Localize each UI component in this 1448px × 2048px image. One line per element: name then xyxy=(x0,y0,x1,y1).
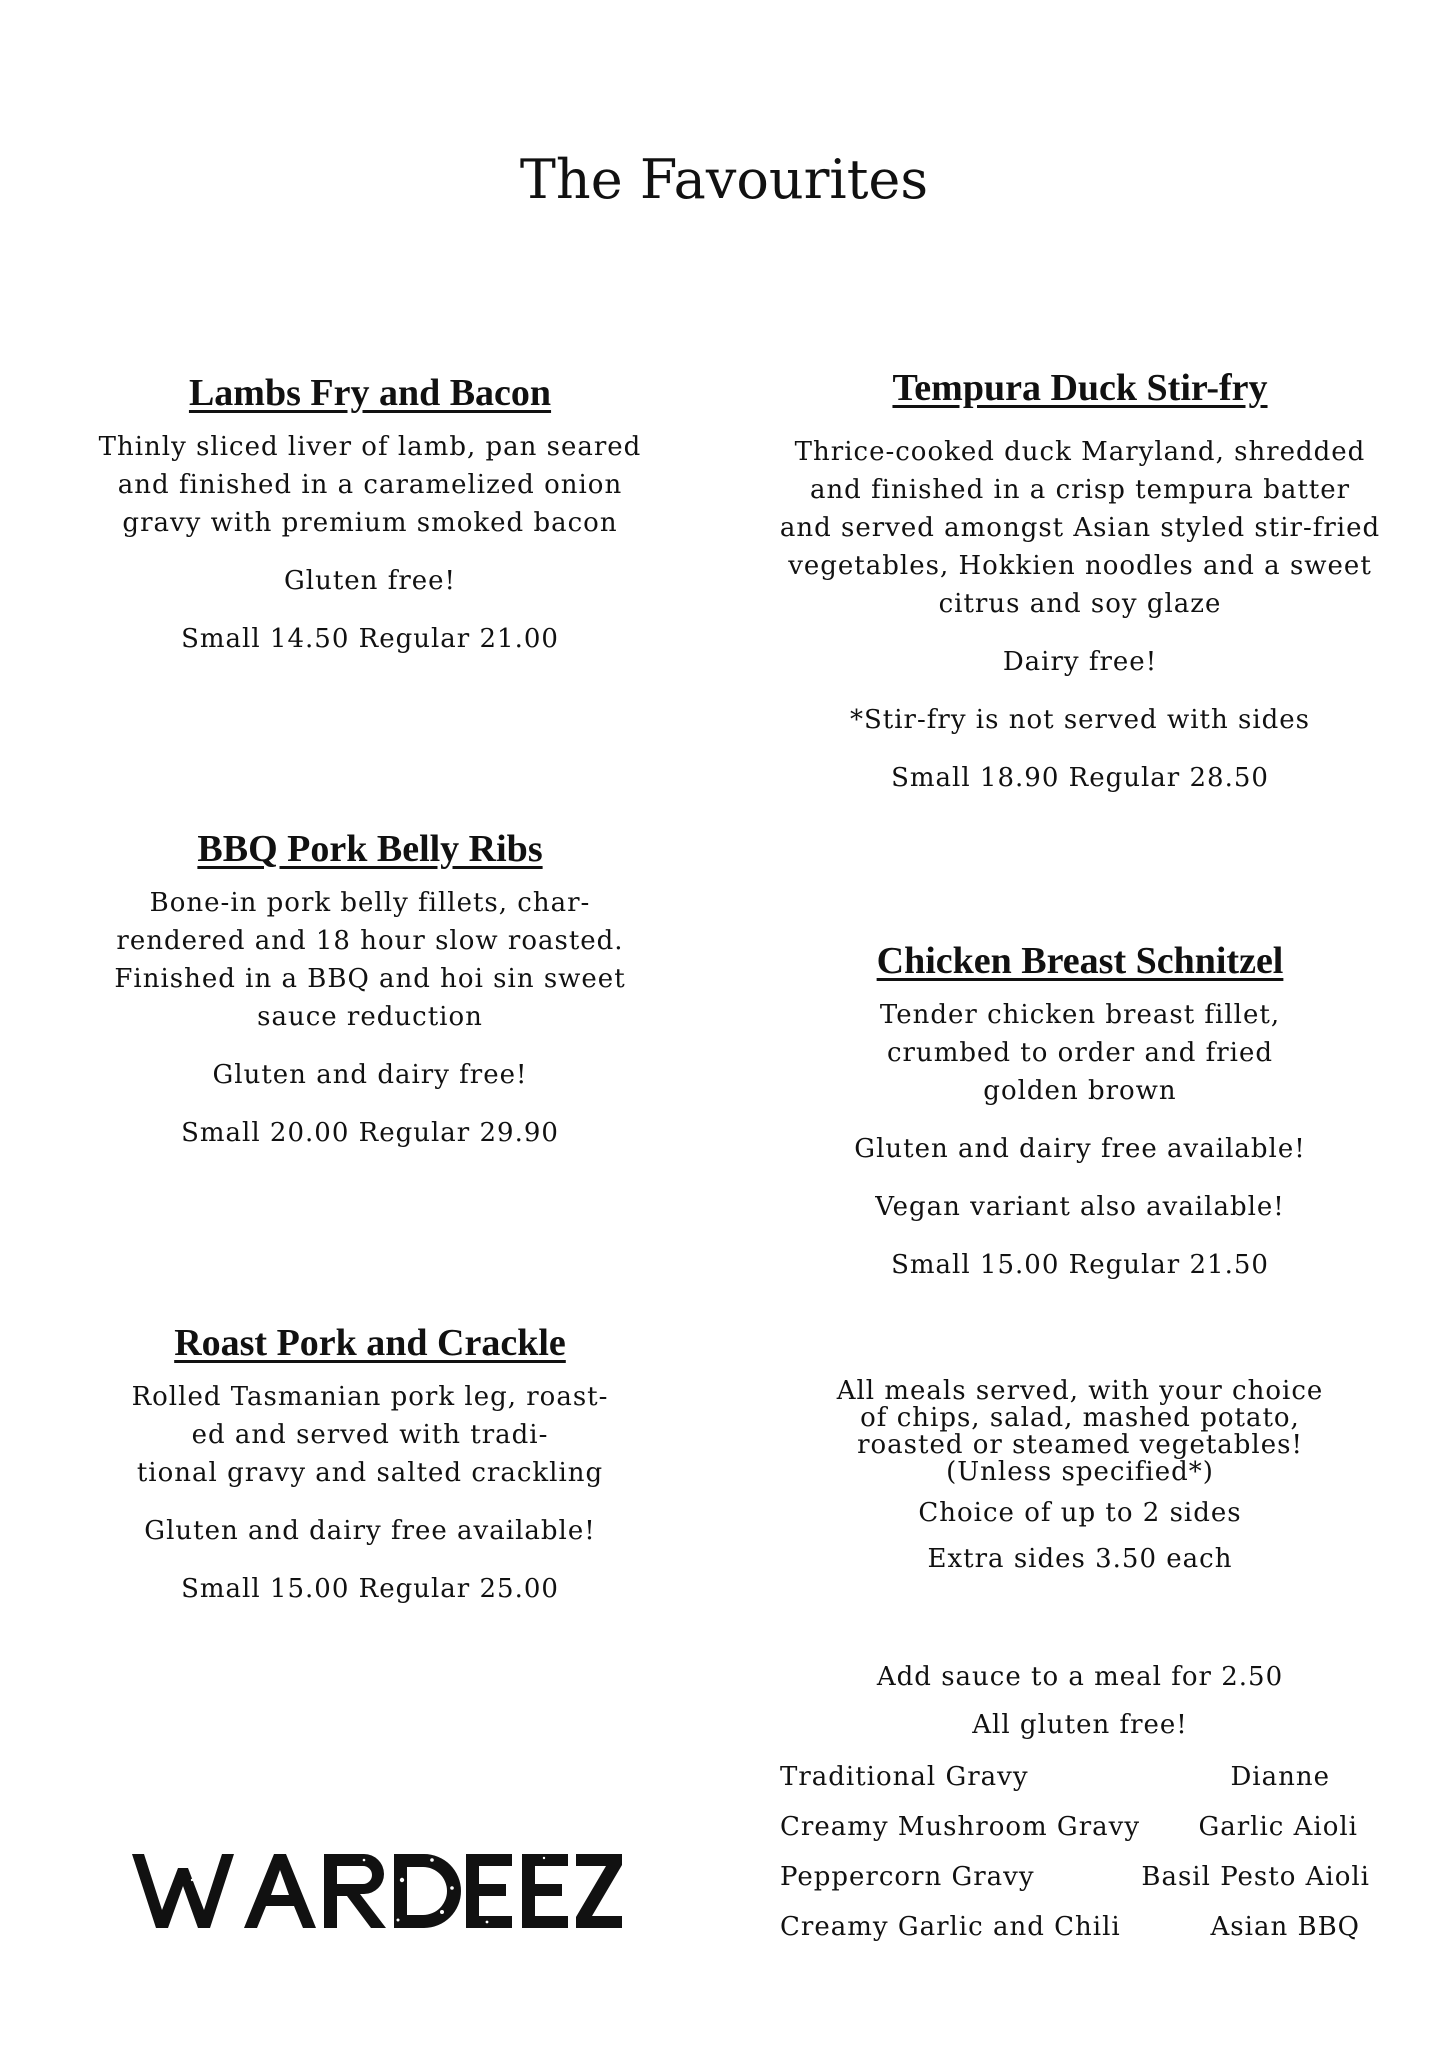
dish-title: BBQ Pork Belly Ribs xyxy=(197,828,543,870)
sauce-item: Asian BBQ xyxy=(1210,1912,1360,1942)
dish-title: Tempura Duck Stir-fry xyxy=(892,367,1268,409)
dish-description: Bone-in pork belly fillets, char- rendered and 18 hour slow roasted. Finished in a BBQ and hoi sin sweet sauce reduction xyxy=(114,887,626,1032)
dish-bbq-ribs xyxy=(70,828,670,1152)
dish-title: Lambs Fry and Bacon xyxy=(188,372,552,414)
dish-description: Tender chicken breast fillet, crumbed to order and fried golden brown xyxy=(879,999,1281,1106)
dish-price: Small 18.90 Regular 28.50 xyxy=(891,762,1269,793)
dish-description: Thinly sliced liver of lamb, pan seared and finished in a caramelized onion gravy with premium smoked bacon xyxy=(98,431,642,538)
sauce-item: Creamy Garlic and Chili xyxy=(780,1912,1121,1942)
dish-description: Thrice-cooked duck Maryland, shredded and finished in a crisp tempura batter and served amongst Asian styled stir-fried vegetables, Hokkien noodles and a sweet citrus and soy glaze xyxy=(779,436,1381,619)
dish-roast-pork xyxy=(70,1322,670,1608)
vegan-note: Vegan variant also available! xyxy=(875,1191,1285,1222)
sauce-item: Peppercorn Gravy xyxy=(780,1862,1035,1892)
dish-title: Chicken Breast Schnitzel xyxy=(876,940,1284,982)
sauce-item: Creamy Mushroom Gravy xyxy=(780,1812,1141,1842)
sauce-item: Dianne xyxy=(1230,1762,1330,1792)
dietary-note: Gluten and dairy free! xyxy=(212,1059,528,1090)
sauce-row xyxy=(780,1852,1370,1902)
sauce-item: Traditional Gravy xyxy=(780,1762,1029,1792)
dish-price: Small 15.00 Regular 25.00 xyxy=(181,1573,559,1604)
dish-chicken-schnitzel xyxy=(760,940,1400,1284)
dish-lambs-fry xyxy=(70,372,670,658)
dietary-note: Dairy free! xyxy=(1002,646,1158,677)
sauce-item: Basil Pesto Aioli xyxy=(1141,1862,1370,1892)
dish-price: Small 15.00 Regular 21.50 xyxy=(891,1249,1269,1280)
sauce-item: Garlic Aioli xyxy=(1198,1812,1358,1842)
sauce-row xyxy=(780,1802,1370,1852)
dish-tempura-duck xyxy=(760,367,1400,797)
sauce-list xyxy=(780,1752,1370,1952)
dish-description: Rolled Tasmanian pork leg, roast- ed and served with tradi- tional gravy and salted crackling xyxy=(131,1381,609,1488)
wardeez-logo xyxy=(132,1850,622,1930)
sauce-row xyxy=(780,1752,1370,1802)
sauce-row xyxy=(780,1902,1370,1952)
dietary-note: Gluten and dairy free available! xyxy=(854,1133,1306,1164)
dish-price: Small 14.50 Regular 21.00 xyxy=(181,623,559,654)
sauce-heading: Add sauce to a meal for 2.50 xyxy=(876,1662,1284,1692)
page-title: The Favourites xyxy=(519,148,929,211)
sauce-info xyxy=(760,1658,1400,1744)
sides-choice: Choice of up to 2 sides xyxy=(918,1498,1242,1528)
sides-extra: Extra sides 3.50 each xyxy=(927,1544,1233,1574)
sides-description: All meals served, with your choice of chips, salad, mashed potato, roasted or steamed vegetables! (Unless specified*) xyxy=(836,1376,1324,1487)
dietary-note: Gluten free! xyxy=(284,565,456,596)
sides-note: *Stir-fry is not served with sides xyxy=(849,704,1311,735)
dish-title: Roast Pork and Crackle xyxy=(174,1322,566,1364)
sauce-note: All gluten free! xyxy=(972,1710,1188,1740)
dietary-note: Gluten and dairy free available! xyxy=(144,1515,596,1546)
sides-info xyxy=(760,1378,1400,1578)
dish-price: Small 20.00 Regular 29.90 xyxy=(181,1117,559,1148)
